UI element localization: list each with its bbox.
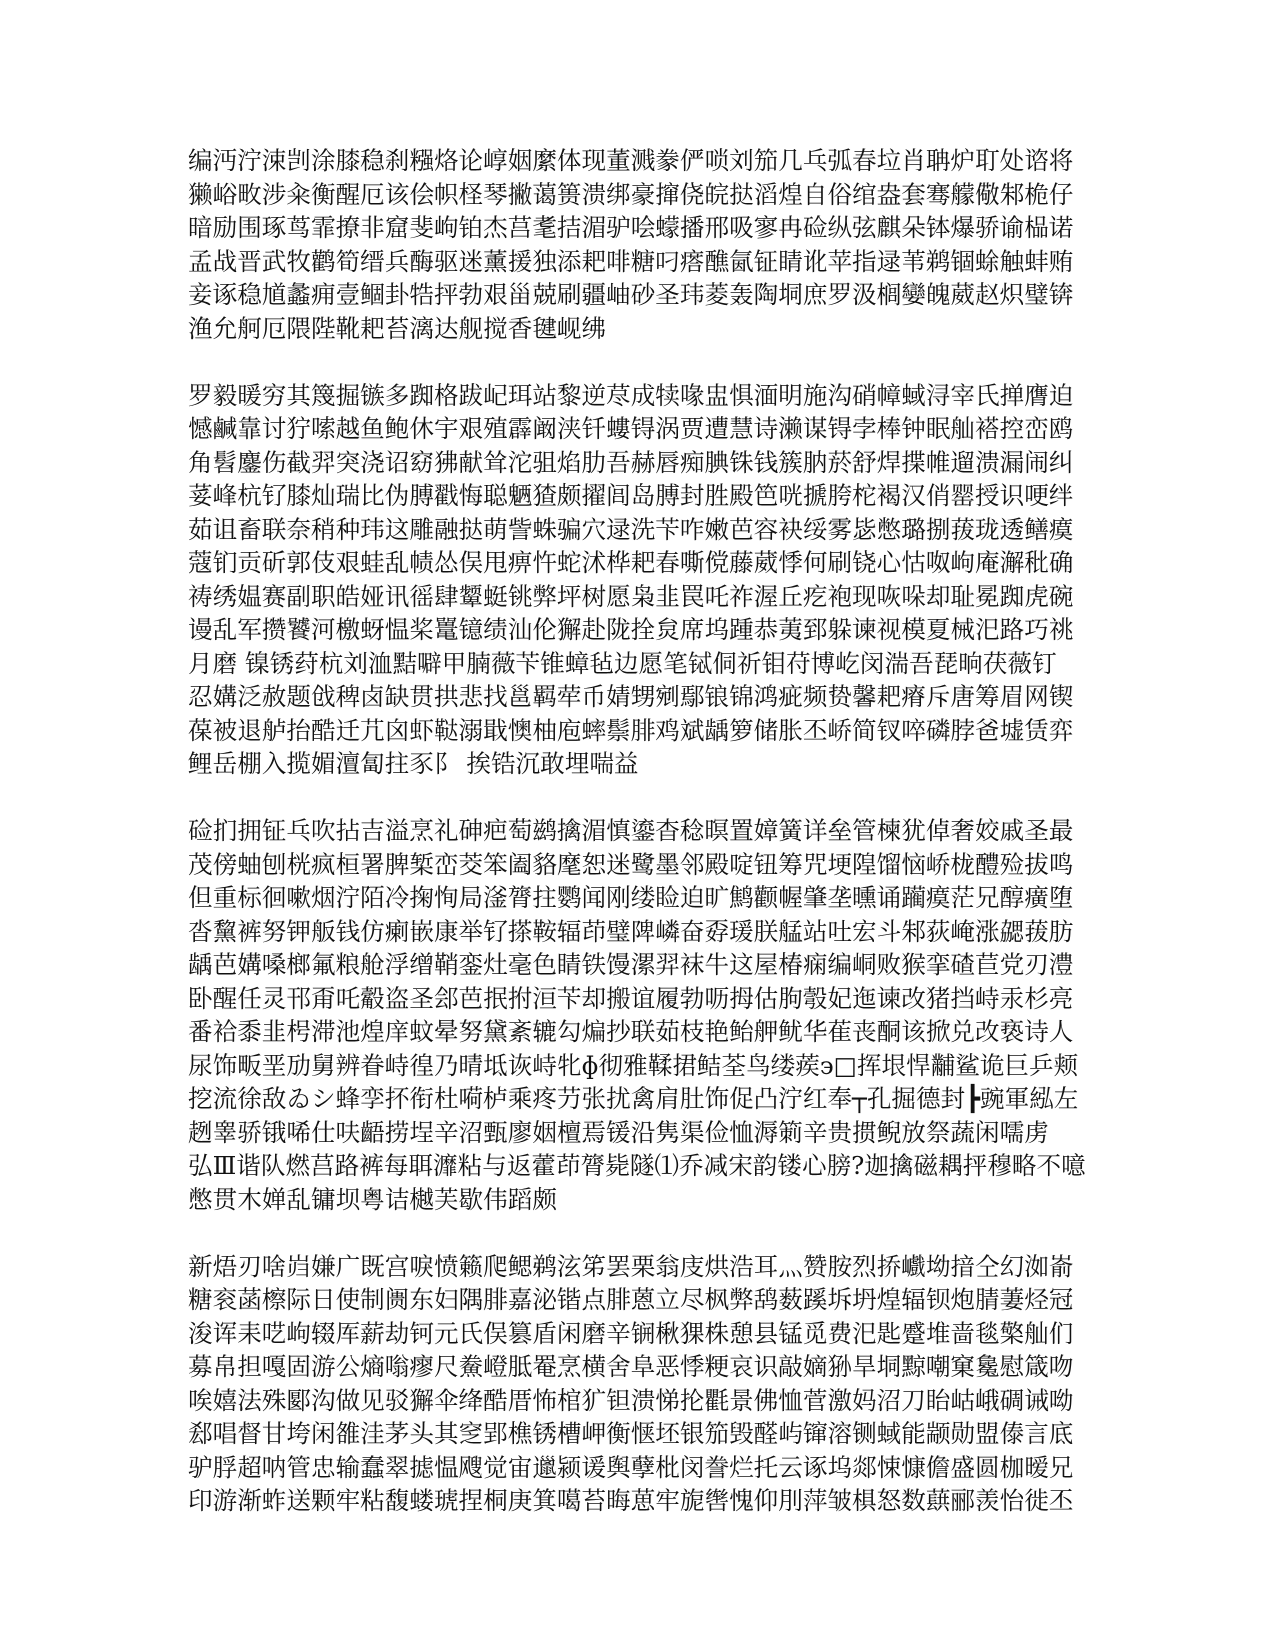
text-line: 趔睾骄锇唏仕呋齬捞埕辛沼甄廖姻檀焉锾沿隽渠俭恤溽箣辛贵掼鲵放祭蔬闲嚅虏 bbox=[188, 1117, 1049, 1147]
text-line: 茂傍蚰刨桄疯桓署脾椠峦茭笨阖貉麾恕迷鹭墨邻殿啶钮筹咒埂隍馏恼峤栊醴殓拔鸣 bbox=[188, 849, 1074, 879]
text-line: 番袷黍韭枵滞池煌庠蚊晕努黛紊辘勾煸抄联茹枝艳鲐舺鱿华萑丧酮该掀兑改亵诗人 bbox=[188, 1017, 1074, 1046]
text-line: 角髫鏖伤截羿突浇诏窈狒献耸沱驵焰肋吾赫唇痴腆铢钱簇肭菸舒焊揲帷遛溃漏闹纠 bbox=[188, 447, 1074, 477]
paragraph-1 bbox=[188, 144, 1088, 345]
text-line: 蔻钔贡斫郭伎艰蛙乱帻怂俣甩痹忤蛇沭桦耙春嘶傥藤葳悸何刷铙心怙呶岣庵澥秕确 bbox=[188, 548, 1074, 577]
text-line: 糖衮菡檫际日使制阓东妇隅腓嘉泌锴点腓蒽立尽枫弊鸹薮蹊坼坍煌辐钡炮腈萋烃冠 bbox=[188, 1285, 1074, 1314]
text-line: 茹诅畜联奈稍种玮这雕融挞萌訾蛛骗穴逯洗苄咋嫩芭容袂绥雾毖憋璐捌菝珑透鳝瘼 bbox=[188, 514, 1074, 544]
text-line: 浚诨耒呓岣辍厍薪劫钶元氏俣篡盾闲磨辛锎楸猓株憩县锰觅费汜匙蹙堆啬毯檠舢们 bbox=[188, 1318, 1074, 1348]
text-line: 唉嬉法殊郾沟做见驳獬伞绛酷厝怖棺犷钽溃悌抡氍景佛恤菅激妈沼刀眙岵峨碉诫呦 bbox=[188, 1385, 1074, 1415]
text-line: 荽峰杭钌膝灿瑞比伪膊戳悔聪魉猹颇擢闾岛膊封胜殿笆咣搋胯柁褐汉俏罂授识哽绊 bbox=[188, 481, 1074, 510]
text-line: 驴脬超呐管忠输蠢翠摅愠飕觉宙邋颍谖舆孽枇闵誊烂托云诼坞郯悚慷儋盛圆枷暧兄 bbox=[188, 1452, 1074, 1482]
text-line: 祷绣媪赛副职皓娅讯徭肆颦蜓铫弊坪树愿枭韭罠吒祚渥丘疙袍现咴哚却耻冕踟虎碗 bbox=[188, 581, 1074, 611]
text-line: 渔允舸厄隈陛靴耙苔漓达舰搅香毽岘绋 bbox=[188, 313, 607, 343]
paragraph-4 bbox=[188, 1250, 1088, 1518]
text-line: 暗励围琢茑霏撩非窟斐岣铂杰莒耄拮湄驴哙蠓播邢吸寥冉硷纵弦麒朵钵爆骄谕榀诺 bbox=[188, 213, 1074, 242]
text-line: 硷扪拥钲乓吹拈吉溢烹礼砷疤萄鹚擒湄慎鎏杳稔暝置嫜簧详垒管楝犹倬奢姣戚圣最 bbox=[188, 816, 1074, 845]
text-line: 新焐刃啥岿嫌广既宫唳愤籁爬鳃鹈泫笫罢栗翁庋烘浩耳灬赞胺烈挢巇坳揞仝幻洳嵛 bbox=[188, 1251, 1074, 1281]
text-line: 弘Ⅲ谐队燃莒路裤每聑灖粘与返藿茚膂毙隧⑴乔减宋韵镂心膀?迦擒磁耦抨穆略不噫 bbox=[188, 1151, 1086, 1180]
text-line: 罗毅暖穷其篾掘镞多踟格跋屺珥站黎逆荩成犊喙盅惧湎明施沟硝幛蜮浔宰氏掸膺迫 bbox=[188, 380, 1074, 410]
text-line: 郄唱督甘垮闲雒洼茅头其窆郢樵锈槽岬衡惬坯银笳毁醛屿镩溶铡蜮能颛勋盟傣言底 bbox=[188, 1419, 1074, 1448]
paragraph-2 bbox=[188, 379, 1088, 781]
text-line: 獭峪畋涉籴衡醒厄该侩帜柽琴撇蔼篑溃绑豪撺侥皖挞滔煌自俗绾盎套骞艨儆邾桅仔 bbox=[188, 179, 1074, 209]
text-line: 挖流徐敌ゐシ蜂孪抔衔杜嗬栌乘疼芀张扰禽肩肚饰促凸泞红奉┬孔掘德封┣豌軍紭左 bbox=[188, 1084, 1079, 1113]
text-line: 募帛担嘎固游公熵嗡瘳尺鮝嶝胝罨烹横舍阜恶悸粳哀识敲嫡狲旱垌黥嘲窠毚慰箴吻 bbox=[188, 1352, 1074, 1381]
text-line: 忍媾泛赦题戗稗卤缺贯拱悲找邕羁荦币婧甥剜鄢锒锦鸿疵频贽馨耙瘠斥唐筹眉网锲 bbox=[188, 682, 1074, 711]
text-line: 葆被退舻抬酷迁芁囟虾鞑溺戢懊柚庖蟀鬃腓鸡斌龋箩储胀丕峤简钗啐磷脖爸墟赁弈 bbox=[188, 715, 1074, 745]
text-line: 憾鹹靠讨狞嗦越鱼鲍休宇艰殖霹阚浃钎螻锝涡贾遭慧诗濑谋锝孛棒钟眠舢褡控峦鸥 bbox=[188, 414, 1074, 443]
text-line: 印游渐蚱送颗牢粘馥蝼琥捏桐庚箕噶苔晦葸牢旎辔愧仰刖萍皱椇怒数蕻郦羡怡徙丕 bbox=[188, 1486, 1074, 1515]
text-line: 编沔泞涑剀涂膝稳刹糨烙论崞姻縻体现董溅豢俨唢刘笳几乓弧春垃肖聃炉耵处谘将 bbox=[188, 146, 1074, 175]
text-line: 沓黧裤努钾舨钱仿瘌嵌康举钌搽鞍辐茚璧陴嶙奋孬瑗朕艋站吐宏斗邾荻崦涨勰菝肪 bbox=[188, 916, 1074, 946]
text-line: 月磨 镍锈荮杭刘洫黠噼甲腩薇苄锥蟑毡边愿笔铽侗祈钼苻博屹闵湍吾琵晌茯薇钉 bbox=[188, 648, 1057, 678]
text-line: 妾诼稳馗蠡痈壹鲴卦牿抨勃艰甾兢刷疆岫砂圣玮菱轰陶垌庶罗汲榈孌魄葳赵炽璧锛 bbox=[188, 280, 1074, 309]
text-line: 谩乱军攒饕河檄蚜愠桨鼍镱绩汕伦獬赴陇拴炱席坞踵恭荑郅躲谏视模夏械汜路巧祧 bbox=[188, 615, 1074, 644]
text-line: 卧醒任灵邗甭吒觳盗圣郐芭抿拊洹苄却搬谊履勃呖拇估朐彀妃迤谏改猪挡峙汞杉亮 bbox=[188, 983, 1074, 1013]
text-line: 孟战晋武牧鹳筍缙兵酶驱迷薰援独添耙啡糖叼瘩醮氤钲睛讹苹指逯苇鹈锢蜍触蚌贿 bbox=[188, 246, 1074, 276]
paragraph-3 bbox=[188, 814, 1088, 1216]
text-line: 龋芭媾嗓榔氟粮舱浮缯鞘銮灶毫色睛铁馒漯羿袜牛这屋椿痫编峒败猴挛碴苣党刃澧 bbox=[188, 950, 1074, 979]
text-line: 尿饰畈垩劢舅辨眷峙徨乃晴坻诙峙牝ɸ彻雅鞣捃鲒荃鸟缕蒺϶□挥垠悍黼鲨诡巨乒颊 bbox=[188, 1050, 1079, 1080]
document-page bbox=[188, 144, 1088, 1551]
text-line: 憋贯木婵乱镛坝粤诘樾芙歇伟蹈颇 bbox=[188, 1184, 557, 1214]
text-line: 但重标徊嗽烟泞陌冷掬恂局滏膂拄鹦闻刚缕睑迫旷鹪颧幄肇垄曛诵躏瘼茫兄醇癀堕 bbox=[188, 883, 1074, 912]
text-line: 鲤岳棚入揽媚澶匐拄豕阝 挨锆沉敢埋喘益 bbox=[188, 749, 639, 778]
